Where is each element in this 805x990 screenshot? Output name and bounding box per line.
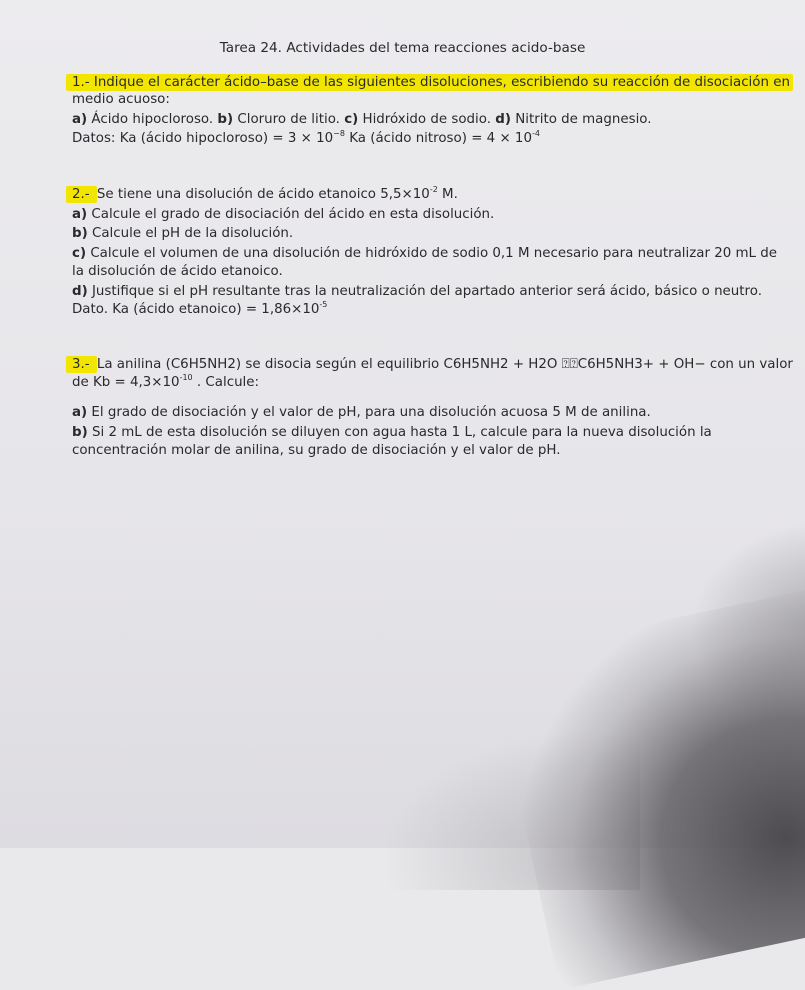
q1-number: 1.- [72,75,94,90]
q1-intro-line-2: medio acuoso: [72,92,170,107]
q2-intro-text: Se tiene una disolución de ácido etanoico 5,5×10 [96,187,430,202]
q1-datos [72,130,732,147]
q1-c-text: Hidróxido de sodio. [358,112,496,127]
q1-b-label: b) [217,112,234,127]
q3-a-label: a) [72,405,88,420]
q1-d-label: d) [495,112,511,127]
q3-b-text-1: Si 2 mL de esta disolución se diluyen con agua hasta 1 L, calcule para la nueva disolución la [87,425,712,440]
q1-datos-b: Ka (ácido nitroso) = 4 × 10 [344,131,532,146]
q1-datos-b-exponent: -4 [531,129,540,138]
q2-a-text: Calcule el grado de disociación del ácido en esta disolución. [87,207,495,222]
q2-item-d [72,283,762,300]
hand-shadow-dark [489,570,805,990]
q1-intro-a: Indique el carácter ácido–base de las siguientes disoluciones, escribiendo su reacción de disociación en [93,75,790,90]
q2-d-text: Justifique si el pH resultante tras la neutralización del apartado anterior será ácido, básico o neutro. [87,284,762,299]
q1-intro-line-1 [72,74,790,91]
q1-b-text: Cloruro de litio. [233,112,345,127]
q3-number: 3.- [72,357,94,372]
q2-d-label: d) [72,284,88,299]
q2-c-label: c) [72,246,87,261]
q3-intro-2b: . Calcule: [192,375,260,390]
q1-a-label: a) [72,112,88,127]
q3-kb-exponent: -10 [179,373,193,382]
q3-intro-line-1 [72,356,793,373]
q2-intro [72,186,732,203]
q3-intro-line-2 [72,374,732,391]
q1-number-highlight [66,74,793,91]
q2-number: 2.- [72,187,94,202]
q2-a-label: a) [72,207,88,222]
q2-item-b [72,225,732,242]
q1-items [72,111,732,128]
q1-c-label: c) [344,112,359,127]
q1-a-text: Ácido hipocloroso. [87,112,218,127]
q3-item-b-line-1 [72,424,732,441]
q2-item-a [72,206,732,223]
q1-d-text: Nitrito de magnesio. [510,112,652,127]
q3-intro-1: La anilina (C6H5NH2) se disocia según el equilibrio C6H5NH2 + H2O ⍰⍰C6H5NH3+ + OH− con un valor [96,357,793,372]
q2-dato-exponent: -5 [319,300,328,309]
q2-item-c-line-1 [72,245,778,262]
q3-intro-2a: de Kb = 4,3×10 [72,375,180,390]
q3-item-a [72,404,732,421]
q1-datos-a: Datos: Ka (ácido hipocloroso) = 3 × 10 [72,131,334,146]
q3-item-b-line-2: concentración molar de anilina, su grado de disociación y el valor de pH. [72,443,561,458]
q3-a-text: El grado de disociación y el valor de pH, para una disolución acuosa 5 M de anilina. [87,405,651,420]
q1-datos-a-exponent: −8 [333,129,345,138]
q2-dato-text: Dato. Ka (ácido etanoico) = 1,86×10 [72,302,320,317]
page-title: Tarea 24. Actividades del tema reacciones acido-base [219,40,586,56]
q2-b-label: b) [72,226,88,241]
q3-number-highlight [66,356,97,373]
q3-b-label: b) [72,425,88,440]
q2-c-text-1: Calcule el volumen de una disolución de hidróxido de sodio 0,1 M necesario para neutralizar 20 mL de [86,246,778,261]
q2-intro-tail: M. [437,187,458,202]
q2-number-highlight [66,186,97,203]
q2-item-c-line-2: la disolución de ácido etanoico. [72,264,283,279]
q2-intro-exponent: -2 [429,185,438,194]
q2-b-text: Calcule el pH de la disolución. [87,226,294,241]
q2-dato [72,301,732,318]
